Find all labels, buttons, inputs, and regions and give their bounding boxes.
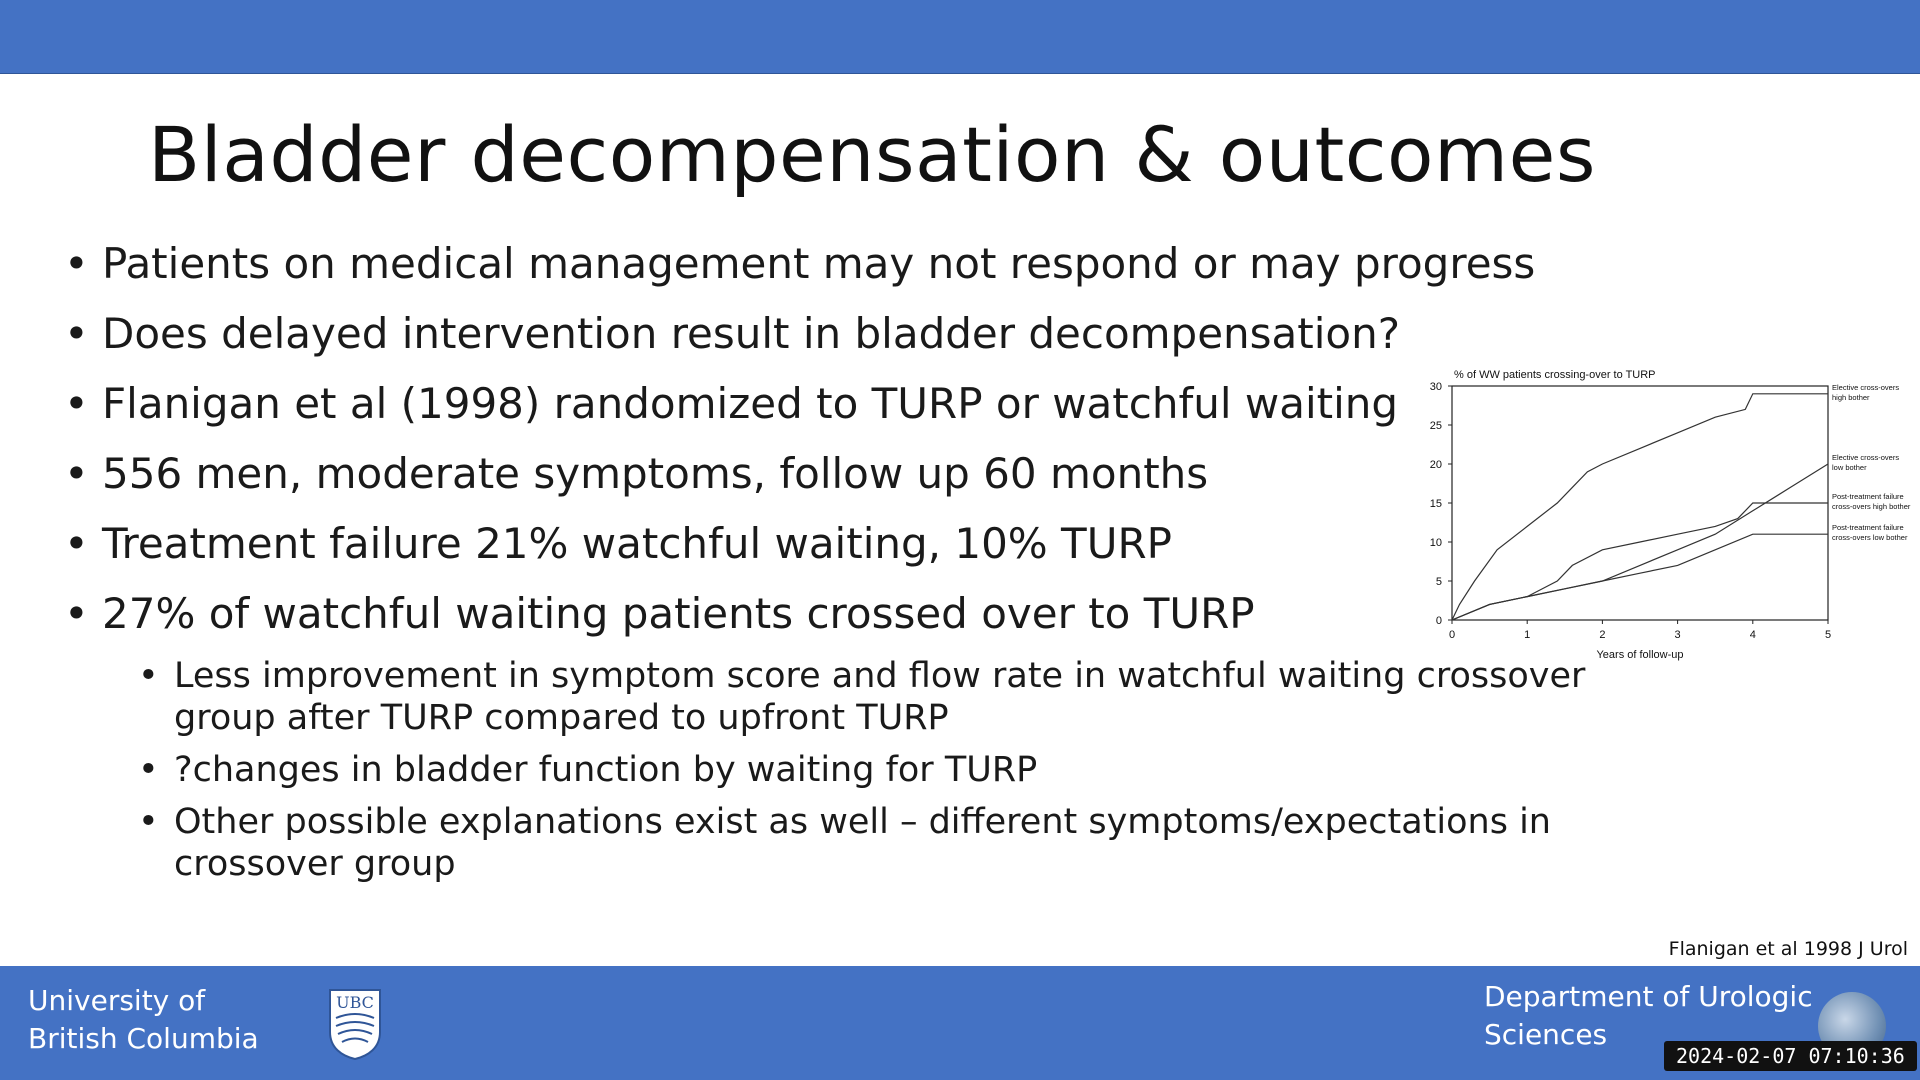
series-label-4: cross-overs low bother <box>1832 533 1908 543</box>
sub-bullet-list <box>138 655 1598 895</box>
ubc-logo-text: UBC <box>336 993 374 1012</box>
chart-title: % of WW patients crossing-over to TURP <box>1454 369 1656 381</box>
bullet-item: • 27% of watchful waiting patients crossed over to TURP <box>64 590 1624 638</box>
x-axis-label: Years of follow-up <box>1596 649 1684 661</box>
sub-bullet-item: • ?changes in bladder function by waiting for TURP <box>138 749 1598 791</box>
y-tick-label: 0 <box>1435 615 1442 627</box>
ubc-logo-icon <box>328 988 382 1060</box>
recording-timestamp: 2024-02-07 07:10:36 <box>1664 1041 1917 1071</box>
series-line-1 <box>1452 394 1828 620</box>
x-tick-label: 0 <box>1448 629 1456 641</box>
series-label-2: low bother <box>1832 463 1867 472</box>
sub-bullet-item: • Less improvement in symptom score and flow rate in watchful waiting crossover group after TURP compared to upfront TURP <box>138 655 1598 739</box>
slide-title: Bladder decompensation & outcomes <box>148 110 1596 199</box>
university-name: University of British Columbia <box>28 984 259 1055</box>
x-tick-label: 1 <box>1524 629 1531 641</box>
y-tick-label: 5 <box>1435 576 1442 588</box>
sub-bullet-item: • Other possible explanations exist as well – different symptoms/expectations in crossover group <box>138 801 1598 885</box>
series-label-2: Elective cross-overs <box>1832 453 1900 462</box>
y-tick-label: 10 <box>1429 537 1442 549</box>
y-tick-label: 15 <box>1429 498 1442 510</box>
y-tick-label: 25 <box>1429 420 1442 432</box>
bullet-item: • 556 men, moderate symptoms, follow up 60 months <box>64 450 1624 498</box>
x-tick-label: 3 <box>1674 629 1681 641</box>
series-label-1: high bother <box>1832 392 1870 402</box>
x-tick-label: 4 <box>1749 629 1756 641</box>
y-tick-label: 20 <box>1429 459 1442 471</box>
series-label-1: Elective cross-overs <box>1832 382 1900 392</box>
series-label-3: Post-treatment failure <box>1832 492 1904 501</box>
bullet-item: • Does delayed intervention result in bladder decompensation? <box>64 310 1624 358</box>
footer-bar <box>0 966 1920 1080</box>
crossover-chart-svg <box>1410 360 1920 670</box>
x-tick-label: 2 <box>1599 629 1606 641</box>
series-label-4: Post-treatment failure <box>1832 523 1904 533</box>
series-line-4 <box>1452 534 1828 620</box>
top-banner <box>0 0 1920 74</box>
y-tick-label: 30 <box>1429 381 1442 393</box>
main-bullet-list <box>64 240 1624 660</box>
crossover-chart <box>1410 360 1920 670</box>
series-line-3 <box>1452 503 1828 620</box>
x-tick-label: 5 <box>1824 629 1832 641</box>
bullet-item: • Flanigan et al (1998) randomized to TURP or watchful waiting <box>64 380 1624 428</box>
bullet-item: • Treatment failure 21% watchful waiting, 10% TURP <box>64 520 1624 568</box>
series-label-3: cross-overs high bother <box>1832 502 1911 511</box>
citation: Flanigan et al 1998 J Urol <box>1668 938 1908 960</box>
department-name: Department of Urologic Sciences <box>1484 980 1813 1051</box>
bullet-item: • Patients on medical management may not respond or may progress <box>64 240 1624 288</box>
